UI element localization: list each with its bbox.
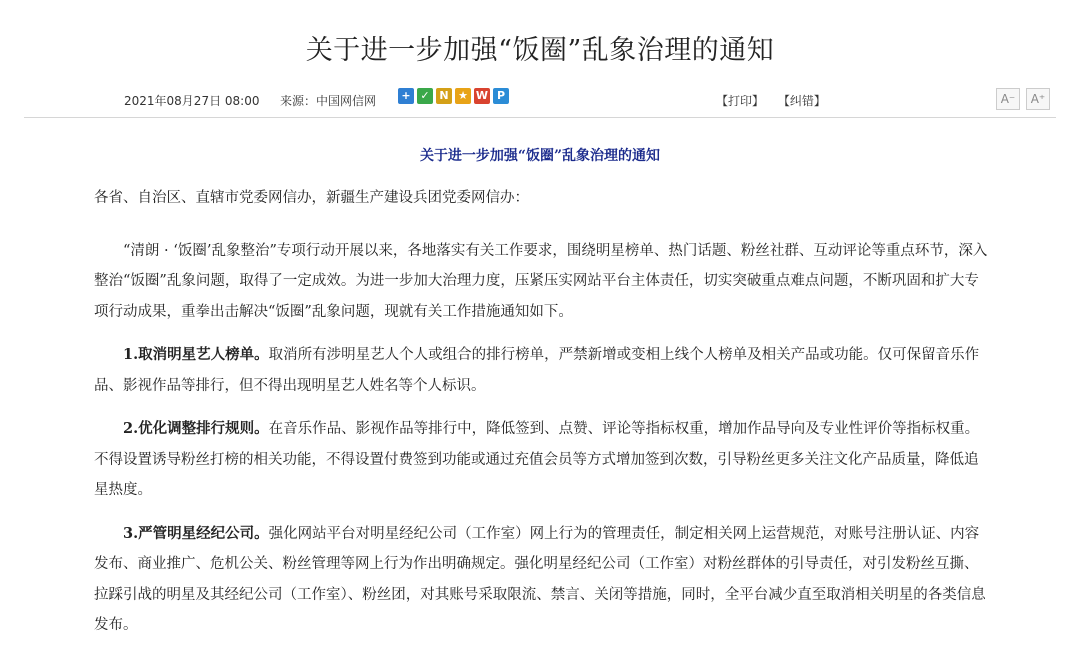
item-heading: 3.严管明星经纪公司。 <box>123 524 269 542</box>
weibo-icon[interactable]: W <box>475 89 489 102</box>
item-text: 取消所有涉明星艺人个人或组合的排行榜单，严禁新增或变相上线个人榜单及相关产品或功能。仅可保留音乐作品、影视作品等排行，但不得出现明星艺人姓名等个人标识。 <box>94 347 980 394</box>
item-text: 强化网站平台对明星经纪公司（工作室）网上行为的管理责任，制定相关网上运营规范，对账号注册认证、内容发布、商业推广、危机公关、粉丝管理等网上行为作出明确规定。强化明星经纪公司（工作室）对粉丝群体的引导责任，对引发粉丝互撕、拉踩引战的明星及其经纪公司（工作室）、粉丝团，对其账号采取限流、禁言、关闭等措施，同时，全平台减少直至取消相关明星的各类信息发布。 <box>94 525 986 633</box>
article-body <box>94 183 992 654</box>
intro-paragraph: “清朗 · ‘饭圈’乱象整治”专项行动开展以来，各地落实有关工作要求，围绕明星榜单、热门话题、粉丝社群、互动评论等重点环节，深入整治“饭圈”乱象问题，取得了一定成效。为进一步加大治理力度，压紧压实网站平台主体责任，切实突破重点难点问题，不断巩固和扩大专项行动成果，重拳出击解决“饭圈”乱象问题，现就有关工作措施通知如下。 <box>94 242 988 320</box>
font-increase-button[interactable]: A⁺ <box>1026 88 1050 110</box>
share-bar <box>398 88 509 104</box>
correct-link[interactable]: 【纠错】 <box>777 94 826 108</box>
netease-icon[interactable]: N <box>436 88 452 104</box>
article-title: 关于进一步加强“饭圈”乱象治理的通知 <box>305 35 775 66</box>
item-heading: 1.取消明星艺人榜单。 <box>123 346 269 363</box>
divider <box>24 117 1056 118</box>
publish-date: 2021年08月27日 08:00 <box>124 94 260 108</box>
article-source: 来源：中国网信网 <box>280 94 377 108</box>
salutation: 各省、自治区、直辖市党委网信办，新疆生产建设兵团党委网信办： <box>94 190 529 206</box>
font-size-controls <box>996 88 1050 110</box>
share-plus-icon[interactable]: + <box>398 88 414 104</box>
list-item <box>94 340 992 401</box>
item-text: 在音乐作品、影视作品等排行中，降低签到、点赞、评论等指标权重，增加作品导向及专业性评价等指标权重。不得设置诱导粉丝打榜的相关功能，不得设置付费签到功能或通过充值会员等方式增加签到次数，引导粉丝更多关注文化产品质量，降低追星热度。 <box>94 421 980 498</box>
list-item <box>94 414 992 506</box>
wechat-icon[interactable]: ✓ <box>417 88 433 104</box>
font-decrease-button[interactable]: A⁻ <box>996 88 1020 110</box>
article-subtitle: 关于进一步加强“饭圈”乱象治理的通知 <box>419 148 661 164</box>
renren-icon[interactable]: P <box>493 88 509 104</box>
print-link[interactable]: 【打印】 <box>716 94 765 108</box>
article-meta <box>0 88 1080 110</box>
item-heading: 2.优化调整排行规则。 <box>123 420 269 437</box>
qzone-icon[interactable]: ★ <box>455 88 471 104</box>
list-item <box>94 519 992 641</box>
article-tools <box>716 92 836 109</box>
